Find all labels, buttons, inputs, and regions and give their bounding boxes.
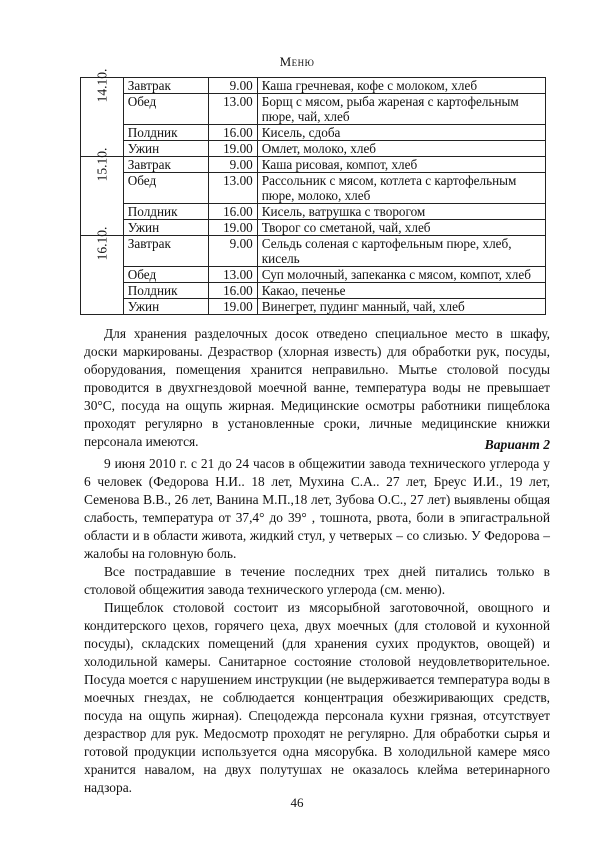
meal-cell: Ужин	[123, 299, 208, 315]
meal-cell: Завтрак	[123, 78, 208, 94]
paragraph-hygiene: Для хранения разделочных досок отведено специальное место в шкафу, доски маркированы. Дезраствор (хлорная известь) для обработки рук, посуды, оборудования, помещения хранится неправильно. Мытье столовой посуды проводится в двухгнездовой моечной ванне, температура воды не превышает 30°С, посуда на ощупь жирная. Медицинские осмотры работники пищеблока проходят регулярно в установленные сроки, личные медицинские книжки персонала имеются.	[84, 326, 550, 450]
meal-cell: Ужин	[123, 220, 208, 236]
time-cell: 19.00	[208, 141, 257, 157]
table-row	[81, 267, 546, 283]
table-row	[81, 157, 546, 173]
date-cell	[81, 226, 124, 315]
table-row	[81, 283, 546, 299]
time-cell: 19.00	[208, 220, 257, 236]
meal-cell: Обед	[123, 173, 208, 204]
paragraph-incident: 9 июня 2010 г. с 21 до 24 часов в общежитии завода технического углерода у 6 человек (Федорова Н.И.. 18 лет, Мухина С.А.. 27 лет, Бреус И.И., 19 лет, Семенова В.В., 26 лет, Ванина М.П.,18 лет, Зубова О.С., 27 лет) выявлены общая слабость, температура от 37,4° до 39° , тошнота, рвота, боли в эпигастральной области и в области живота, жидкий стул, у четверых – со слизью. У Федорова – жалобы на головную боль.	[84, 456, 550, 562]
meal-cell: Завтрак	[123, 236, 208, 267]
time-cell: 16.00	[208, 125, 257, 141]
menu-table-body	[81, 68, 546, 315]
time-cell: 16.00	[208, 204, 257, 220]
date-label: 14.10.	[94, 68, 110, 103]
time-cell: 16.00	[208, 283, 257, 299]
time-cell: 13.00	[208, 94, 257, 125]
table-row	[81, 141, 546, 157]
dish-cell: Какао, печенье	[257, 283, 545, 299]
dish-cell: Каша рисовая, компот, хлеб	[257, 157, 545, 173]
table-row	[81, 94, 546, 125]
meal-cell: Завтрак	[123, 157, 208, 173]
time-cell: 13.00	[208, 173, 257, 204]
date-label: 16.10.	[94, 226, 110, 261]
dish-cell: Омлет, молоко, хлеб	[257, 141, 545, 157]
table-row	[81, 236, 546, 267]
meal-cell: Обед	[123, 267, 208, 283]
table-row	[81, 220, 546, 236]
time-cell: 9.00	[208, 78, 257, 94]
table-row	[81, 173, 546, 204]
paragraph-kitchen-description: Пищеблок столовой состоит из мясорыбной заготовочной, овощного и кондитерского цехов, горячего цеха, двух моечных (для столовой и кухонной посуды), складских помещений (для хранения сухих продуктов, овощей) и холодильной камеры. Санитарное состояние столовой неудовлетворительное. Посуда моется с нарушением инструкции (не выдерживается температура воды в моечных гнездах, не соблюдается концентрация обезжиривающих средств, посуда на ощупь жирная). Спецодежда персонала кухни грязная, отсутствует дезраствор для рук. Медосмотр проходят не регулярно. Для обработки сырья и готовой продукции используется одна мясорубка. В холодильной камере мясо хранится навалом, на двух полутушах не оказалось клейма ветеринарного надзора.	[84, 600, 550, 796]
dish-cell: Борщ с мясом, рыба жареная с картофельным пюре, чай, хлеб	[257, 94, 545, 125]
date-label: 15.10.	[94, 147, 110, 182]
dish-cell: Кисель, ватрушка с творогом	[257, 204, 545, 220]
table-row	[81, 299, 546, 315]
meal-cell: Обед	[123, 94, 208, 125]
dish-cell: Каша гречневая, кофе с молоком, хлеб	[257, 78, 545, 94]
time-cell: 9.00	[208, 236, 257, 267]
time-cell: 9.00	[208, 157, 257, 173]
page-number: 46	[290, 795, 304, 810]
dish-cell: Суп молочный, запеканка с мясом, компот, хлеб	[257, 267, 545, 283]
date-cell	[81, 68, 124, 157]
table-row	[81, 125, 546, 141]
time-cell: 19.00	[208, 299, 257, 315]
table-row	[81, 204, 546, 220]
dish-cell: Сельдь соленая с картофельным пюре, хлеб, кисель	[257, 236, 545, 267]
date-cell	[81, 147, 124, 236]
meal-cell: Полдник	[123, 283, 208, 299]
dish-cell: Кисель, сдоба	[257, 125, 545, 141]
menu-table	[80, 68, 546, 315]
dish-cell: Винегрет, пудинг манный, чай, хлеб	[257, 299, 545, 315]
paragraph-canteen: Все пострадавшие в течение последних трех дней питались только в столовой общежития завода технического углерода (см. меню).	[84, 564, 550, 598]
table-row	[81, 78, 546, 94]
time-cell: 13.00	[208, 267, 257, 283]
meal-cell: Полдник	[123, 125, 208, 141]
menu-title: Меню	[279, 54, 315, 69]
variant-heading: Вариант 2	[484, 437, 550, 452]
dish-cell: Творог со сметаной, чай, хлеб	[257, 220, 545, 236]
meal-cell: Полдник	[123, 204, 208, 220]
meal-cell: Ужин	[123, 141, 208, 157]
dish-cell: Рассольник с мясом, котлета с картофельным пюре, молоко, хлеб	[257, 173, 545, 204]
